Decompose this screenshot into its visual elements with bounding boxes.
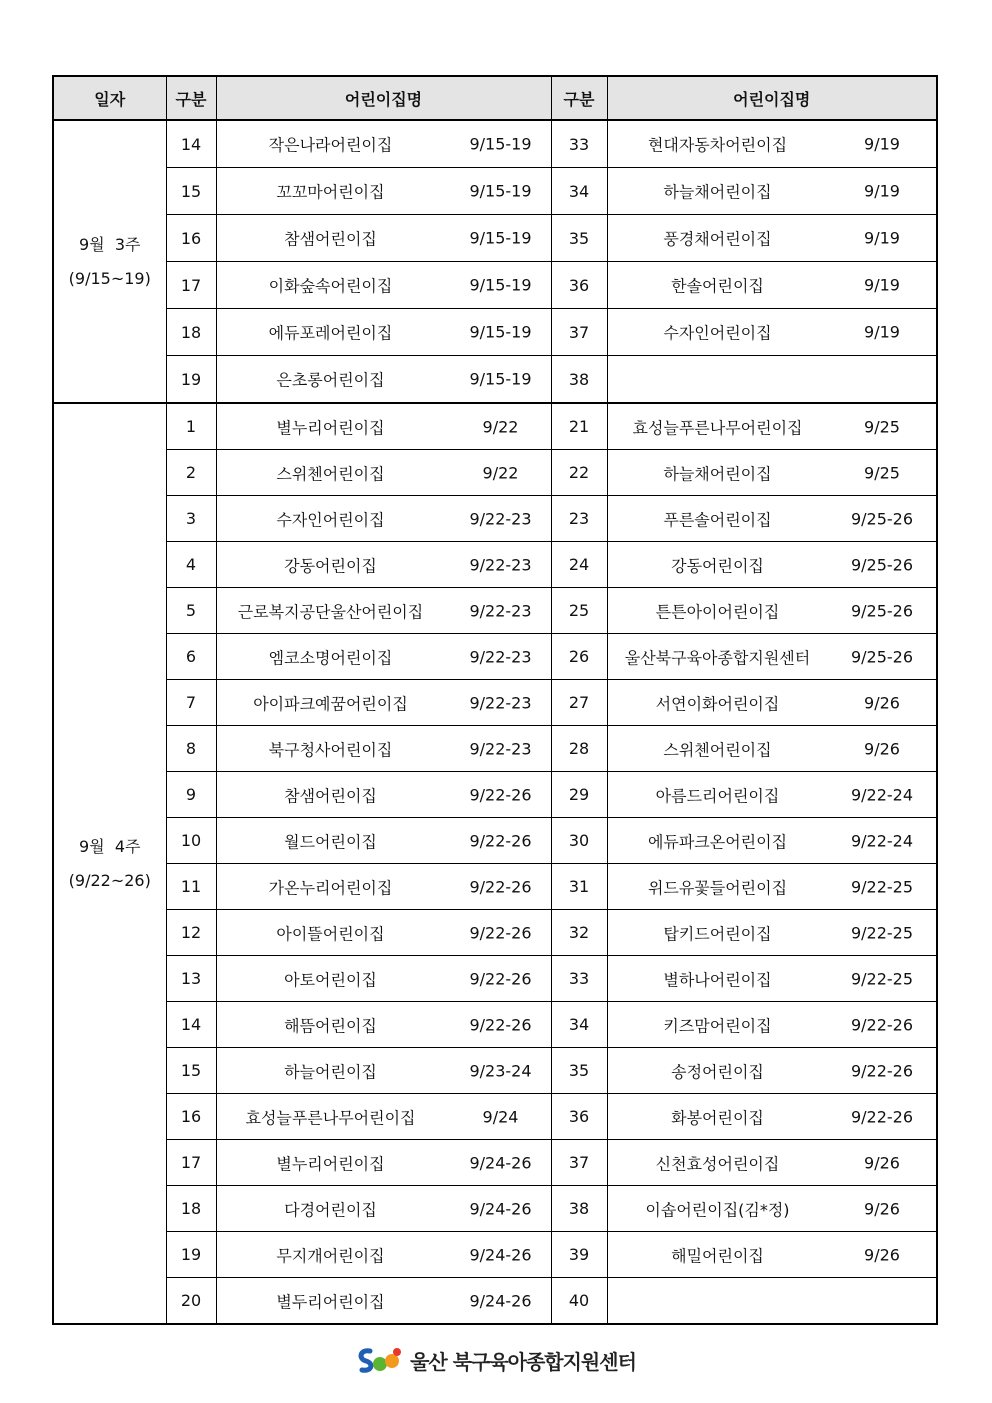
visit-date: 9/25: [864, 463, 900, 482]
daycare-name: 북구청사어린이집: [268, 740, 393, 759]
daycare-name: 현대자동차어린이집: [647, 135, 788, 155]
daycare-name: 작은나라어린이집: [268, 135, 393, 155]
visit-date: 9/15-19: [469, 181, 532, 201]
row-number-2: 21: [551, 403, 607, 450]
daycare-cell-1: [216, 680, 551, 726]
row-number-1: 15: [166, 1048, 216, 1094]
visit-date: 9/19: [864, 181, 900, 201]
row-number-2: 26: [551, 634, 607, 680]
visit-date: 9/22-25: [850, 969, 914, 988]
row-number-1: 14: [166, 120, 216, 168]
row-number-1: 2: [166, 450, 216, 496]
visit-date: 9/19: [864, 228, 900, 248]
table-row: [53, 1232, 937, 1278]
row-number-2: 34: [551, 168, 607, 215]
row-number-2: 32: [551, 910, 607, 956]
daycare-name: 이화숲속어린이집: [268, 276, 393, 296]
daycare-name: 탑키드어린이집: [663, 924, 772, 943]
table-row: [53, 120, 937, 168]
visit-date: 9/22-25: [850, 923, 914, 942]
daycare-name: 별하나어린이집: [663, 970, 772, 989]
row-number-2: 37: [551, 309, 607, 356]
daycare-name: 아름드리어린이집: [655, 786, 780, 805]
daycare-cell-2: [607, 356, 937, 404]
daycare-cell-1: [216, 726, 551, 772]
row-number-2: 39: [551, 1232, 607, 1278]
visit-date: 9/24-26: [469, 1291, 532, 1310]
row-number-1: 19: [166, 1232, 216, 1278]
visit-date: 9/25-26: [850, 555, 914, 574]
daycare-name: 송정어린이집: [671, 1062, 764, 1081]
week-label: 9월 4주: [79, 836, 141, 856]
daycare-cell-2: [607, 542, 937, 588]
visit-date: 9/26: [864, 739, 900, 758]
table-row: [53, 1002, 937, 1048]
visit-date: 9/22: [482, 417, 519, 436]
daycare-name: 수자인어린이집: [663, 323, 772, 343]
row-number-2: 36: [551, 262, 607, 309]
daycare-name: 스위첸어린이집: [663, 740, 772, 759]
visit-date: 9/15-19: [469, 134, 532, 154]
daycare-cell-2: [607, 262, 937, 309]
visit-date: 9/25: [864, 417, 900, 436]
daycare-name: 근로복지공단울산어린이집: [237, 602, 424, 621]
table-row: [53, 772, 937, 818]
visit-date: 9/19: [864, 134, 900, 154]
header-name-1: 어린이집명: [216, 76, 551, 120]
daycare-cell-2: [607, 1186, 937, 1232]
visit-date: 9/22-24: [850, 785, 914, 804]
table-header-row: [53, 76, 937, 120]
daycare-cell-1: [216, 634, 551, 680]
daycare-cell-2: [607, 910, 937, 956]
row-number-1: 17: [166, 262, 216, 309]
daycare-name: 서연이화어린이집: [655, 694, 780, 713]
table-row: [53, 1278, 937, 1325]
daycare-cell-2: [607, 1278, 937, 1325]
week-range: (9/15~19): [68, 268, 151, 288]
visit-date: 9/23-24: [469, 1061, 532, 1080]
row-number-1: 4: [166, 542, 216, 588]
daycare-cell-2: [607, 680, 937, 726]
row-number-1: 10: [166, 818, 216, 864]
daycare-name: 푸른솔어린이집: [663, 510, 772, 529]
visit-date: 9/24-26: [469, 1199, 532, 1218]
visit-date: 9/26: [864, 693, 900, 712]
table-row: [53, 262, 937, 309]
daycare-name: 별누리어린이집: [276, 1154, 385, 1173]
row-number-1: 20: [166, 1278, 216, 1325]
daycare-name: 울산북구육아종합지원센터: [624, 648, 811, 667]
row-number-2: 33: [551, 956, 607, 1002]
daycare-name: 신천효성어린이집: [655, 1154, 780, 1173]
daycare-name: 키즈맘어린이집: [663, 1016, 772, 1035]
table-row: [53, 634, 937, 680]
daycare-name: 풍경채어린이집: [663, 229, 772, 249]
visit-date: 9/22-26: [469, 877, 532, 896]
row-number-2: 40: [551, 1278, 607, 1325]
daycare-cell-1: [216, 1278, 551, 1325]
row-number-1: 9: [166, 772, 216, 818]
visit-date: 9/22-26: [469, 1015, 532, 1034]
table-row: [53, 956, 937, 1002]
table-row: [53, 680, 937, 726]
table-row: [53, 215, 937, 262]
daycare-name: 월드어린이집: [284, 832, 377, 851]
schedule-table-body: [53, 76, 937, 1324]
daycare-name: 아이뜰어린이집: [276, 924, 385, 943]
daycare-cell-2: [607, 450, 937, 496]
table-row: [53, 1048, 937, 1094]
daycare-name: 효성늘푸른나무어린이집: [245, 1108, 416, 1127]
daycare-name: 다경어린이집: [284, 1200, 377, 1219]
row-number-1: 6: [166, 634, 216, 680]
visit-date: 9/22-24: [850, 831, 914, 850]
daycare-name: 한솔어린이집: [671, 276, 764, 296]
daycare-cell-2: [607, 1140, 937, 1186]
daycare-cell-2: [607, 120, 937, 168]
row-number-1: 5: [166, 588, 216, 634]
table-row: [53, 309, 937, 356]
daycare-cell-1: [216, 1094, 551, 1140]
visit-date: 9/22-26: [469, 785, 532, 804]
daycare-name: 아토어린이집: [284, 970, 377, 989]
visit-date: 9/19: [864, 322, 900, 342]
daycare-cell-2: [607, 726, 937, 772]
table-row: [53, 496, 937, 542]
daycare-cell-2: [607, 588, 937, 634]
header-name-2: 어린이집명: [607, 76, 937, 120]
daycare-name: 에듀포레어린이집: [268, 323, 393, 343]
daycare-cell-1: [216, 356, 551, 404]
daycare-cell-1: [216, 168, 551, 215]
daycare-name: 에듀파크온어린이집: [647, 832, 788, 851]
row-number-1: 13: [166, 956, 216, 1002]
daycare-name: 해밀어린이집: [671, 1246, 764, 1265]
row-number-2: 23: [551, 496, 607, 542]
visit-date: 9/25-26: [850, 647, 914, 666]
row-number-1: 15: [166, 168, 216, 215]
row-number-1: 11: [166, 864, 216, 910]
daycare-cell-2: [607, 496, 937, 542]
daycare-name: 튼튼아이어린이집: [655, 602, 780, 621]
row-number-1: 8: [166, 726, 216, 772]
visit-date: 9/22-26: [850, 1061, 914, 1080]
table-row: [53, 726, 937, 772]
daycare-cell-1: [216, 215, 551, 262]
daycare-name: 하늘어린이집: [284, 1062, 377, 1081]
daycare-name: 수자인어린이집: [276, 510, 385, 529]
daycare-name: 은초롱어린이집: [276, 370, 385, 390]
row-number-2: 31: [551, 864, 607, 910]
row-number-2: 37: [551, 1140, 607, 1186]
daycare-cell-1: [216, 910, 551, 956]
visit-date: 9/22-26: [469, 831, 532, 850]
visit-date: 9/19: [864, 275, 900, 295]
visit-date: 9/22-23: [469, 647, 532, 666]
visit-date: 9/22-25: [850, 877, 914, 896]
visit-date: 9/24: [482, 1107, 519, 1126]
daycare-name: 엠코소명어린이집: [268, 648, 393, 667]
row-number-1: 16: [166, 1094, 216, 1140]
row-number-2: 36: [551, 1094, 607, 1140]
daycare-cell-2: [607, 864, 937, 910]
daycare-name: 하늘채어린이집: [663, 182, 772, 202]
row-number-1: 17: [166, 1140, 216, 1186]
table-row: [53, 588, 937, 634]
table-row: [53, 356, 937, 404]
daycare-cell-2: [607, 818, 937, 864]
row-number-2: 33: [551, 120, 607, 168]
daycare-cell-2: [607, 168, 937, 215]
daycare-name: 위드유꽃들어린이집: [647, 878, 788, 897]
daycare-cell-1: [216, 1186, 551, 1232]
visit-date: 9/22-26: [850, 1015, 914, 1034]
daycare-cell-1: [216, 450, 551, 496]
daycare-cell-1: [216, 956, 551, 1002]
daycare-name: 효성늘푸른나무어린이집: [632, 418, 803, 437]
daycare-cell-2: [607, 634, 937, 680]
table-row: [53, 864, 937, 910]
visit-date: 9/22-26: [469, 923, 532, 942]
visit-date: 9/15-19: [469, 275, 532, 295]
table-row: [53, 450, 937, 496]
daycare-cell-1: [216, 864, 551, 910]
daycare-name: 꼬꼬마어린이집: [276, 182, 385, 202]
week-date-cell: [53, 403, 166, 1324]
row-number-2: 24: [551, 542, 607, 588]
row-number-1: 19: [166, 356, 216, 404]
daycare-cell-2: [607, 772, 937, 818]
row-number-2: 25: [551, 588, 607, 634]
daycare-name: 스위첸어린이집: [276, 464, 385, 483]
daycare-name: 별두리어린이집: [276, 1292, 385, 1311]
daycare-cell-2: [607, 1094, 937, 1140]
daycare-cell-2: [607, 215, 937, 262]
daycare-cell-1: [216, 772, 551, 818]
table-row: [53, 1140, 937, 1186]
daycare-name: 이솝어린이집(김*정): [645, 1200, 790, 1219]
daycare-name: 강동어린이집: [671, 556, 764, 575]
row-number-2: 34: [551, 1002, 607, 1048]
table-row: [53, 1094, 937, 1140]
row-number-1: 3: [166, 496, 216, 542]
daycare-cell-1: [216, 496, 551, 542]
visit-date: 9/22-23: [469, 601, 532, 620]
daycare-cell-1: [216, 818, 551, 864]
visit-date: 9/22-26: [850, 1107, 914, 1126]
table-row: [53, 168, 937, 215]
daycare-cell-1: [216, 309, 551, 356]
row-number-1: 18: [166, 309, 216, 356]
daycare-cell-1: [216, 403, 551, 450]
daycare-cell-1: [216, 1048, 551, 1094]
week-label: 9월 3주: [79, 234, 141, 254]
visit-date: 9/26: [864, 1153, 900, 1172]
visit-date: 9/15-19: [469, 322, 532, 342]
visit-date: 9/22-23: [469, 693, 532, 712]
row-number-1: 14: [166, 1002, 216, 1048]
daycare-name: 별누리어린이집: [276, 418, 385, 437]
header-number-2: 구분: [551, 76, 607, 120]
visit-date: 9/22-23: [469, 739, 532, 758]
visit-date: 9/15-19: [469, 369, 532, 389]
row-number-2: 27: [551, 680, 607, 726]
header-number-1: 구분: [166, 76, 216, 120]
row-number-1: 12: [166, 910, 216, 956]
row-number-1: 7: [166, 680, 216, 726]
table-row: [53, 1186, 937, 1232]
row-number-2: 28: [551, 726, 607, 772]
week-range: (9/22~26): [68, 870, 151, 890]
visit-date: 9/22-23: [469, 509, 532, 528]
visit-date: 9/22: [482, 463, 519, 482]
table-row: [53, 910, 937, 956]
daycare-cell-2: [607, 1002, 937, 1048]
visit-date: 9/22-26: [469, 969, 532, 988]
visit-date: 9/24-26: [469, 1153, 532, 1172]
row-number-2: 22: [551, 450, 607, 496]
daycare-name: 참샘어린이집: [284, 229, 377, 249]
daycare-name: 강동어린이집: [284, 556, 377, 575]
visit-date: 9/25-26: [850, 509, 914, 528]
daycare-cell-1: [216, 262, 551, 309]
week-date-cell: [53, 120, 166, 403]
table-row: [53, 818, 937, 864]
row-number-1: 18: [166, 1186, 216, 1232]
visit-date: 9/25-26: [850, 601, 914, 620]
row-number-2: 38: [551, 1186, 607, 1232]
visit-date: 9/26: [864, 1199, 900, 1218]
header-date: 일자: [53, 76, 166, 120]
daycare-name: 무지개어린이집: [276, 1246, 385, 1265]
ulsan-bukgu-logo-icon: [356, 1345, 404, 1375]
daycare-cell-2: [607, 956, 937, 1002]
org-name: 울산 북구육아종합지원센터: [410, 1349, 636, 1374]
row-number-1: 1: [166, 403, 216, 450]
visit-date: 9/26: [864, 1245, 900, 1264]
footer: [0, 1345, 992, 1379]
row-number-1: 16: [166, 215, 216, 262]
daycare-name: 아이파크예꿈어린이집: [253, 694, 408, 713]
daycare-cell-2: [607, 1048, 937, 1094]
visit-date: 9/24-26: [469, 1245, 532, 1264]
daycare-cell-2: [607, 309, 937, 356]
row-number-2: 35: [551, 1048, 607, 1094]
daycare-cell-2: [607, 1232, 937, 1278]
daycare-name: 하늘채어린이집: [663, 464, 772, 483]
daycare-cell-2: [607, 403, 937, 450]
daycare-name: 해뜸어린이집: [284, 1016, 377, 1035]
row-number-2: 38: [551, 356, 607, 404]
row-number-2: 30: [551, 818, 607, 864]
daycare-name: 화봉어린이집: [671, 1108, 764, 1127]
daycare-cell-1: [216, 120, 551, 168]
table-row: [53, 542, 937, 588]
daycare-name: 가온누리어린이집: [268, 878, 393, 897]
daycare-cell-1: [216, 1140, 551, 1186]
table-row: [53, 403, 937, 450]
schedule-table: [52, 75, 938, 1325]
daycare-cell-1: [216, 1002, 551, 1048]
daycare-cell-1: [216, 588, 551, 634]
visit-date: 9/22-23: [469, 555, 532, 574]
daycare-name: 참샘어린이집: [284, 786, 377, 805]
visit-date: 9/15-19: [469, 228, 532, 248]
row-number-2: 29: [551, 772, 607, 818]
daycare-cell-1: [216, 542, 551, 588]
daycare-cell-1: [216, 1232, 551, 1278]
row-number-2: 35: [551, 215, 607, 262]
